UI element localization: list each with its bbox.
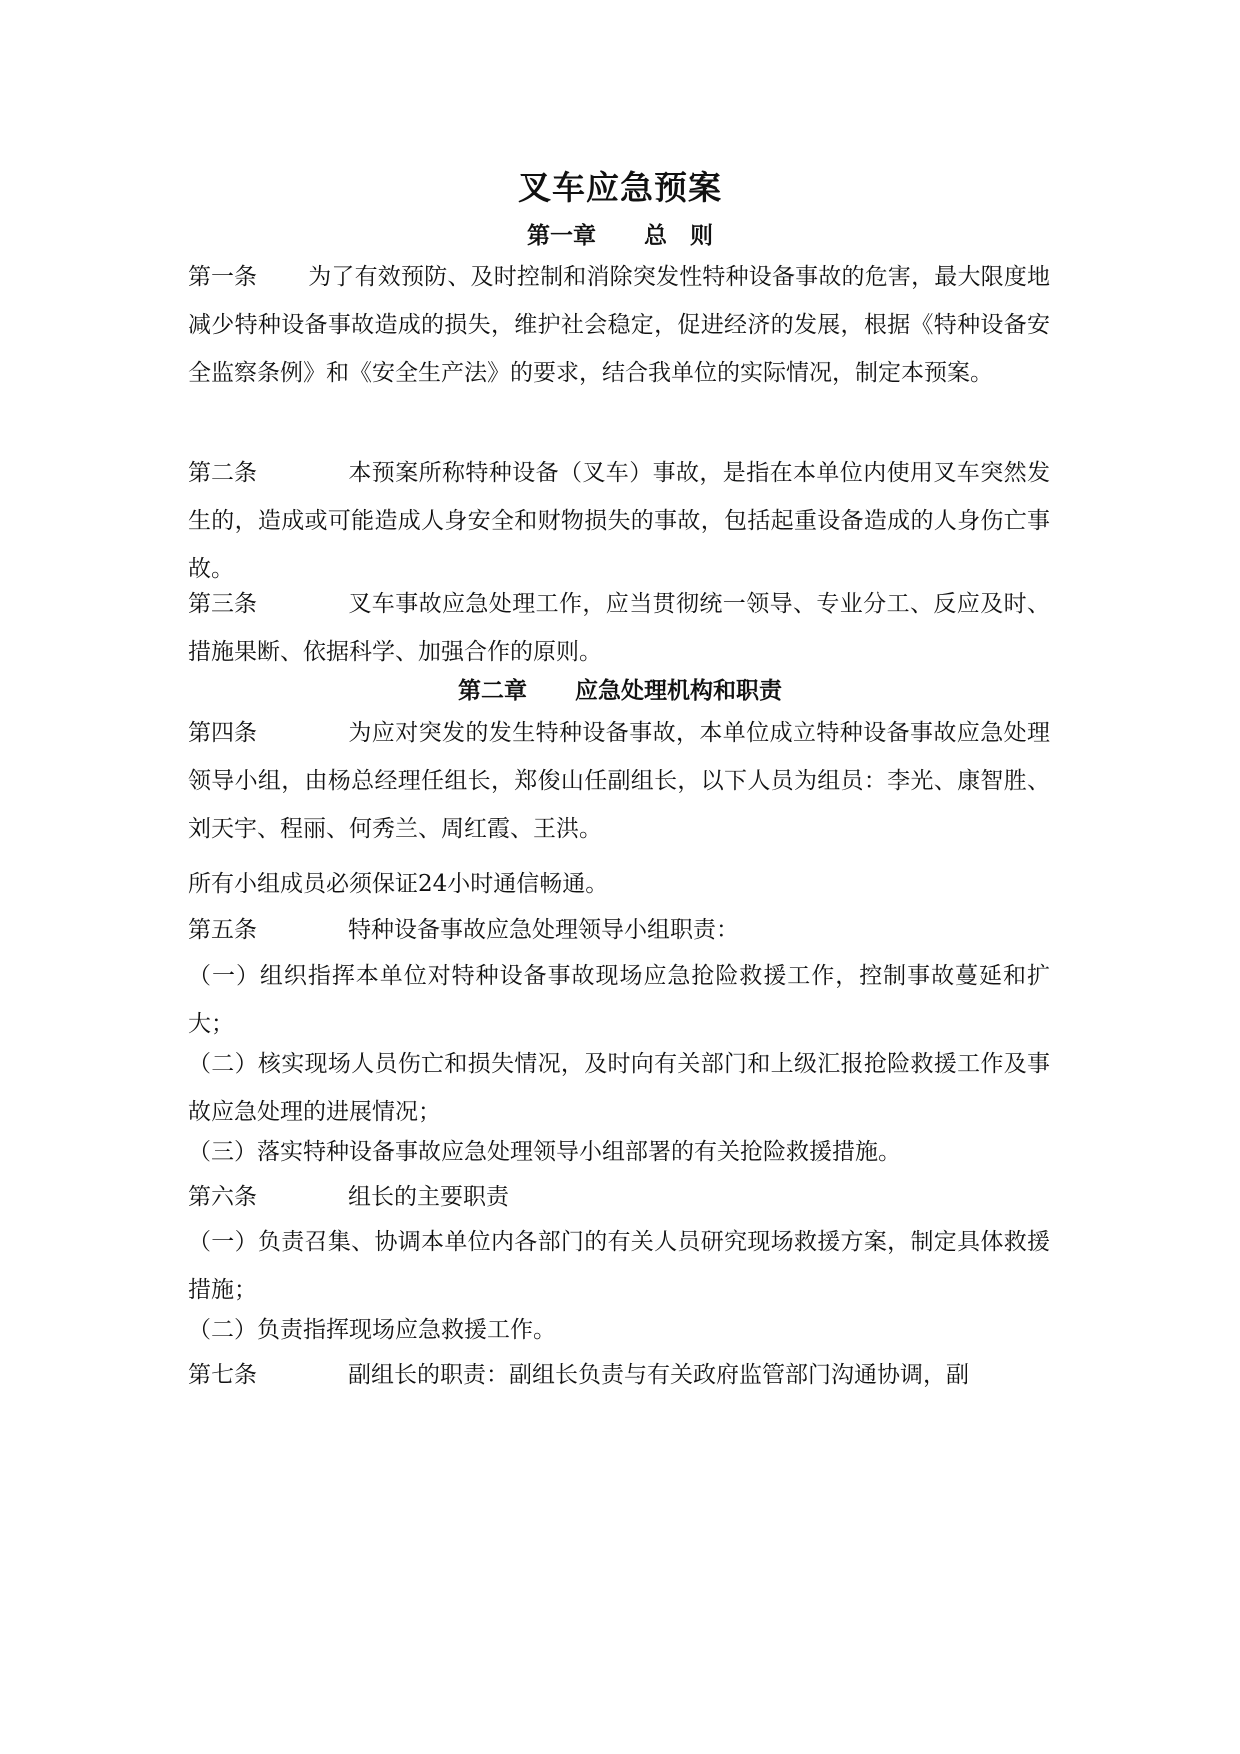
article-text: 特种设备事故应急处理领导小组职责： <box>348 917 739 943</box>
article-label: 第三条 <box>188 591 257 617</box>
article-6 <box>188 1173 1050 1221</box>
article-text: 副组长的职责：副组长负责与有关政府监管部门沟通协调，副 <box>348 1362 969 1388</box>
article-5-item-3: （三）落实特种设备事故应急处理领导小组部署的有关抢险救援措施。 <box>188 1139 901 1165</box>
chapter-number: 第一章 <box>527 223 596 249</box>
article-4 <box>188 709 1050 853</box>
article-5-item-2: （二）核实现场人员伤亡和损失情况，及时向有关部门和上级汇报抢险救援工作及事故应急处理的进展情况； <box>188 1051 1050 1125</box>
article-text: 组长的主要职责 <box>348 1184 509 1210</box>
article-text: 为应对突发的发生特种设备事故，本单位成立特种设备事故应急处理领导小组，由杨总经理任组长，郑俊山任副组长，以下人员为组员：李光、康智胜、刘天宇、程丽、何秀兰、周红霞、王洪。 <box>188 720 1050 842</box>
chapter-name: 总 则 <box>644 223 713 249</box>
article-label: 第五条 <box>188 917 257 943</box>
article-7 <box>188 1351 1050 1399</box>
chapter-number: 第二章 <box>458 678 527 704</box>
article-5-item-1: （一）组织指挥本单位对特种设备事故现场应急抢险救援工作，控制事故蔓延和扩大； <box>188 963 1050 1037</box>
article-4-note: 所有小组成员必须保证24小时通信畅通。 <box>188 871 609 897</box>
article-label: 第六条 <box>188 1184 257 1210</box>
article-5 <box>188 906 1050 954</box>
article-label: 第一条 <box>188 264 257 290</box>
article-label: 第七条 <box>188 1362 257 1388</box>
article-6-item-2: （二）负责指挥现场应急救援工作。 <box>188 1317 556 1343</box>
article-text: 本预案所称特种设备（叉车）事故，是指在本单位内使用叉车突然发生的，造成或可能造成人身安全和财物损失的事故，包括起重设备造成的人身伤亡事故。 <box>188 460 1050 582</box>
article-text: 为了有效预防、及时控制和消除突发性特种设备事故的危害，最大限度地减少特种设备事故造成的损失，维护社会稳定，促进经济的发展，根据《特种设备安全监察条例》和《安全生产法》的要求，结合我单位的实际情况，制定本预案。 <box>188 264 1050 386</box>
chapter-name: 应急处理机构和职责 <box>575 678 782 704</box>
article-2 <box>188 449 1050 593</box>
article-label: 第四条 <box>188 720 257 746</box>
document-title: 叉车应急预案 <box>518 168 722 207</box>
article-label: 第二条 <box>188 460 257 486</box>
article-6-item-1: （一）负责召集、协调本单位内各部门的有关人员研究现场救援方案，制定具体救援措施； <box>188 1229 1050 1303</box>
article-text: 叉车事故应急处理工作，应当贯彻统一领导、专业分工、反应及时、措施果断、依据科学、加强合作的原则。 <box>188 591 1050 665</box>
article-3 <box>188 580 1050 676</box>
chapter-heading-2 <box>0 675 1240 707</box>
chapter-heading-1 <box>0 220 1240 252</box>
article-1 <box>188 253 1050 397</box>
